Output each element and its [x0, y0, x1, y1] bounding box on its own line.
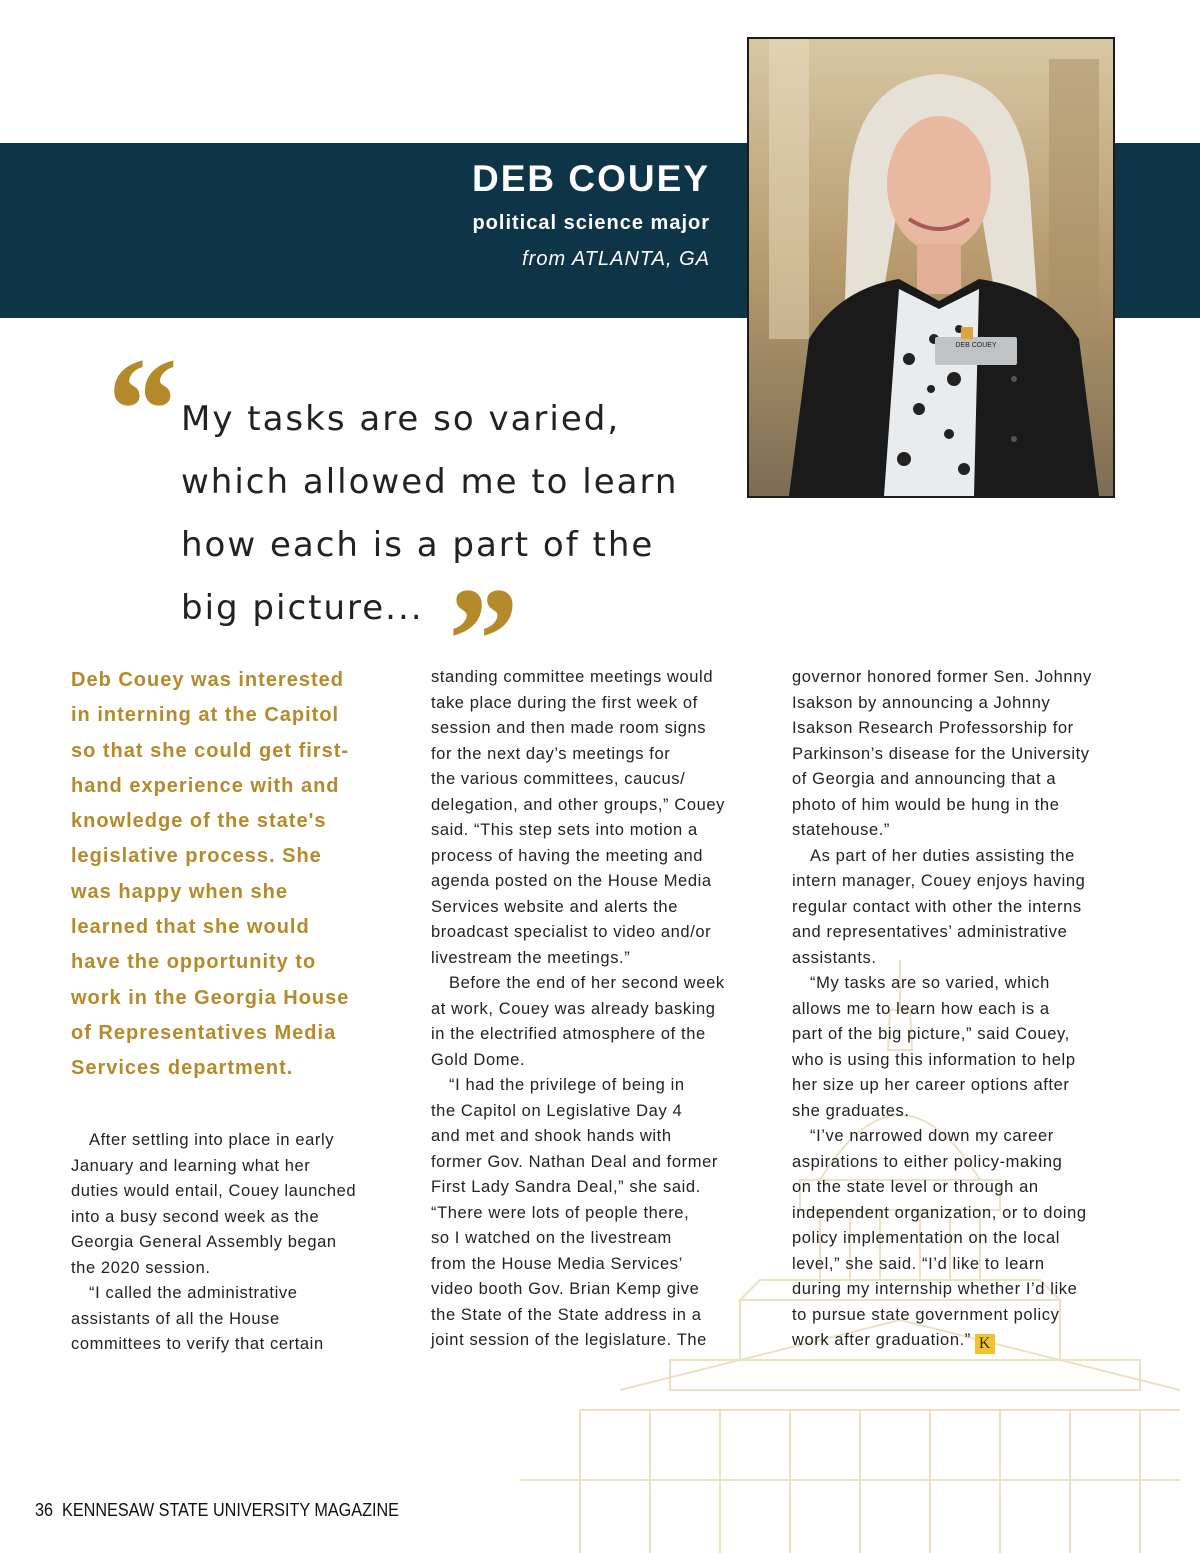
intro-line: legislative process. She: [71, 845, 322, 868]
intro-line: was happy when she: [71, 880, 288, 903]
intro-line: work in the Georgia House: [71, 986, 350, 1009]
body-column-2: [431, 665, 725, 1354]
body-line: As part of her duties assisting the: [810, 846, 1075, 865]
body-line: broadcast specialist to video and/or: [431, 923, 712, 941]
body-line: the 2020 session.: [71, 1258, 211, 1277]
body-line: the Capitol on Legislative Day 4: [431, 1101, 683, 1120]
body-line: First Lady Sandra Deal,” she said.: [431, 1178, 701, 1196]
body-line: she graduates.: [792, 1101, 910, 1120]
end-mark-icon: K: [975, 1334, 995, 1354]
body-line: “I called the administrative: [89, 1284, 298, 1302]
body-line: of Georgia and announcing that a: [792, 770, 1057, 788]
body-line: Georgia General Assembly began: [71, 1233, 337, 1251]
profile-hometown: from ATLANTA, GA: [522, 248, 710, 270]
body-line: Services website and alerts the: [431, 897, 678, 916]
body-line: intern manager, Couey enjoys having: [792, 872, 1086, 890]
body-line: in the electrified atmosphere of the: [431, 1025, 706, 1043]
body-line: Parkinson’s disease for the University: [792, 744, 1090, 763]
body-line: regular contact with other the interns: [792, 897, 1082, 916]
body-column-3: [792, 665, 1092, 1354]
body-line: policy implementation on the local: [792, 1229, 1061, 1247]
body-line: statehouse.”: [792, 821, 891, 839]
body-line: assistants of all the House: [71, 1309, 280, 1328]
body-line: the State of the State address in a: [431, 1305, 702, 1324]
body-line: said. “This step sets into motion a: [431, 821, 698, 839]
body-column-1: [71, 1128, 356, 1358]
body-line: joint session of the legislature. The: [431, 1331, 707, 1349]
body-line: former Gov. Nathan Deal and former: [431, 1152, 718, 1171]
body-line: “I’ve narrowed down my career: [810, 1127, 1054, 1145]
profile-name: DEB COUEY: [472, 158, 710, 199]
name-tag-text: DEB COUEY: [955, 342, 997, 349]
body-line: [792, 1328, 1092, 1354]
publication-name: KENNESAW STATE UNIVERSITY MAGAZINE: [62, 1500, 399, 1520]
intro-line: knowledge of the state's: [71, 810, 327, 833]
body-line: photo of him would be hung in the: [792, 795, 1060, 814]
body-line: at work, Couey was already basking: [431, 999, 716, 1018]
body-line: from the House Media Services’: [431, 1254, 683, 1273]
body-line: “There were lots of people there,: [431, 1203, 690, 1222]
body-line: for the next day’s meetings for: [431, 744, 671, 763]
open-quote-mark: “: [100, 327, 175, 493]
body-line: aspirations to either policy-making: [792, 1152, 1063, 1171]
body-line: part of the big picture,” said Couey,: [792, 1025, 1070, 1043]
body-line: independent organization, or to doing: [792, 1203, 1087, 1222]
body-line: “I had the privilege of being in: [449, 1076, 685, 1094]
body-line: and representatives’ administrative: [792, 923, 1068, 941]
body-line-text: work after graduation.”: [792, 1331, 971, 1349]
body-line: Isakson by announcing a Johnny: [792, 693, 1051, 712]
pull-quote-line: how each is a part of the: [181, 525, 655, 565]
pull-quote-line: My tasks are so varied,: [181, 399, 621, 439]
body-line: allows me to learn how each is a: [792, 999, 1050, 1018]
body-line: standing committee meetings would: [431, 668, 714, 686]
body-line: session and then made room signs: [431, 719, 707, 737]
page-number: 36: [35, 1500, 54, 1520]
body-line: so I watched on the livestream: [431, 1229, 672, 1247]
body-line: on the state level or through an: [792, 1178, 1039, 1196]
intro-line: have the opportunity to: [71, 951, 317, 974]
body-line: duties would entail, Couey launched: [71, 1182, 357, 1200]
body-line: January and learning what her: [71, 1156, 311, 1175]
body-line: level,” she said. “I’d like to learn: [792, 1254, 1045, 1273]
body-line: to pursue state government policy: [792, 1305, 1060, 1324]
profile-major: political science major: [472, 212, 710, 234]
pull-quote-line: big picture...: [181, 588, 424, 628]
intro-line: in interning at the Capitol: [71, 704, 340, 727]
intro-line: hand experience with and: [71, 774, 340, 797]
body-line: “My tasks are so varied, which: [810, 974, 1050, 992]
intro-line: Services department.: [71, 1057, 294, 1080]
body-line: her size up her career options after: [792, 1076, 1070, 1094]
body-line: agenda posted on the House Media: [431, 872, 712, 890]
body-line: After settling into place in early: [89, 1131, 335, 1149]
body-line: Before the end of her second week: [449, 974, 725, 992]
intro-line: learned that she would: [71, 916, 310, 939]
portrait-photo: [747, 37, 1115, 498]
body-line: video booth Gov. Brian Kemp give: [431, 1280, 700, 1298]
intro-line: of Representatives Media: [71, 1021, 337, 1044]
body-line: the various committees, caucus/: [431, 770, 686, 788]
body-line: Gold Dome.: [431, 1050, 526, 1069]
body-line: livestream the meetings.”: [431, 948, 631, 967]
page-footer: [35, 1500, 399, 1521]
body-line: committees to verify that certain: [71, 1335, 324, 1353]
body-line: during my internship whether I’d like: [792, 1280, 1078, 1298]
body-line: take place during the first week of: [431, 693, 698, 712]
body-line: process of having the meeting and: [431, 846, 704, 865]
intro-paragraph: [71, 663, 391, 1087]
intro-line: Deb Couey was interested: [71, 669, 344, 691]
body-line: Isakson Research Professorship for: [792, 719, 1074, 737]
intro-line: so that she could get first-: [71, 739, 350, 762]
body-line: assistants.: [792, 948, 877, 967]
body-line: delegation, and other groups,” Couey: [431, 795, 726, 814]
body-line: who is using this information to help: [792, 1050, 1076, 1069]
body-line: governor honored former Sen. Johnny: [792, 668, 1092, 686]
body-line: into a busy second week as the: [71, 1207, 320, 1226]
pull-quote-line: which allowed me to learn: [181, 462, 679, 502]
body-line: and met and shook hands with: [431, 1127, 672, 1145]
close-quote-mark: ”: [440, 557, 515, 723]
